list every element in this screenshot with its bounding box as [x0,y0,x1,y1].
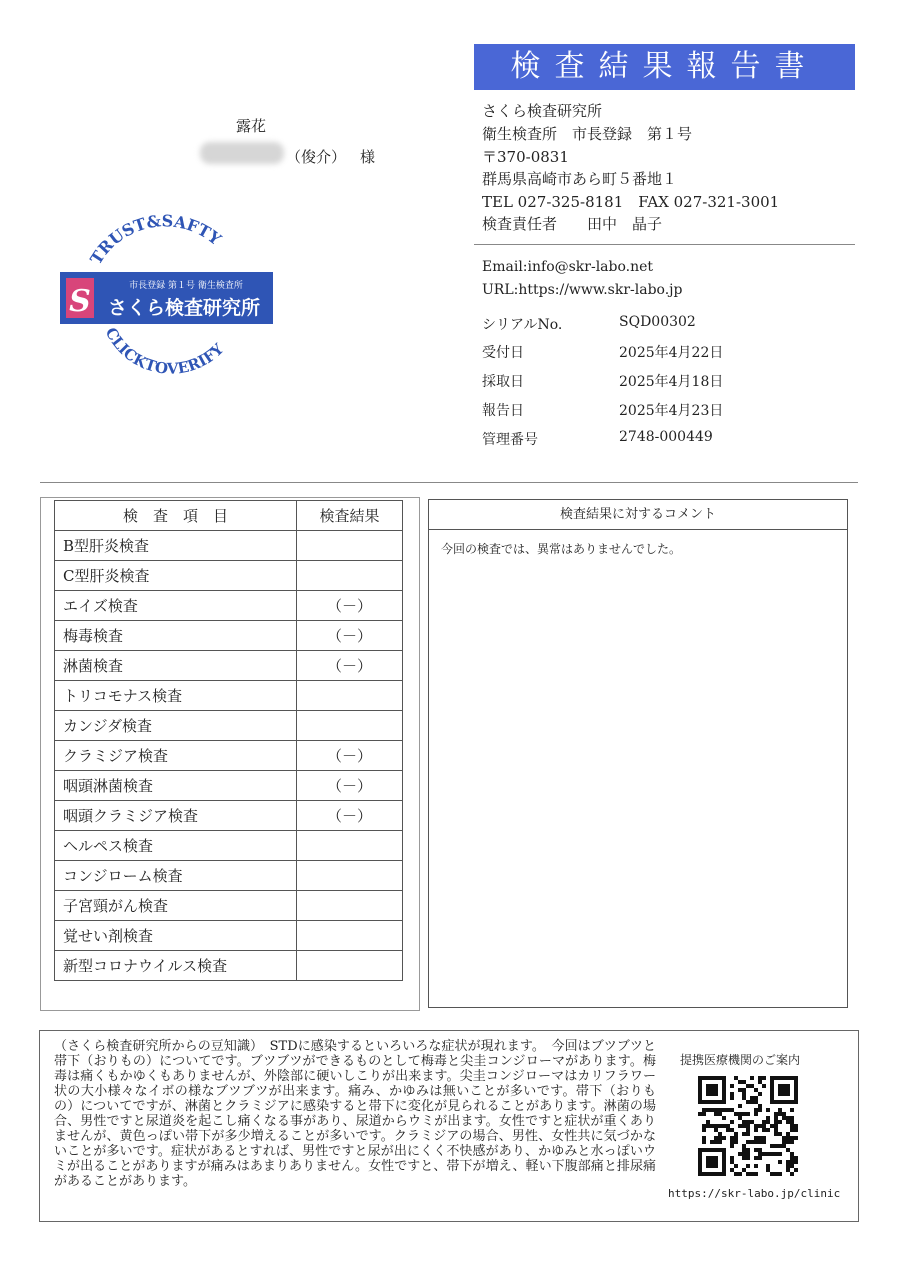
test-result [297,561,403,591]
meta-label: 採取日 [482,374,524,390]
qr-module [790,1152,794,1156]
qr-module [734,1132,738,1136]
qr-module [702,1124,706,1128]
qr-module [750,1100,754,1104]
lab-address: 群馬県高崎市あら町５番地１ [482,170,678,188]
table-row [55,711,403,741]
qr-module [758,1156,762,1160]
test-item-name: C型肝炎検査 [55,561,297,591]
table-row [55,951,403,981]
test-item-name: コンジローム検査 [55,861,297,891]
qr-module [722,1136,726,1140]
qr-module [786,1120,790,1124]
table-row [55,741,403,771]
qr-module [762,1120,766,1124]
comment-heading: 検査結果に対するコメント [429,500,847,530]
lab-name: さくら検査研究所 [482,102,603,120]
qr-module [746,1172,750,1176]
test-results-table [54,500,403,981]
qr-module [750,1120,754,1124]
qr-module [786,1160,790,1164]
lab-manager: 検査責任者 田中 晶子 [482,215,663,233]
qr-module [734,1164,738,1168]
verification-seal-logo[interactable] [56,210,276,385]
meta-value: 2748-000449 [619,429,713,445]
qr-module [786,1116,790,1120]
qr-module [790,1116,794,1120]
qr-module [718,1136,722,1140]
test-item-name: ヘルペス検査 [55,831,297,861]
meta-value: 2025年4月22日 [619,345,724,361]
recipient-paren-name: （俊介） [286,148,347,166]
qr-module [774,1144,778,1148]
qr-module [742,1124,746,1128]
test-result [297,891,403,921]
test-result: （－） [297,771,403,801]
lab-url: URL:https://www.skr-labo.jp [482,282,683,298]
qr-module [778,1132,782,1136]
qr-module [766,1116,770,1120]
qr-module [790,1108,794,1112]
qr-finder-inner [706,1084,718,1096]
qr-module [730,1156,734,1160]
qr-module [742,1152,746,1156]
lab-phone-fax: TEL 027-325-8181 FAX 027-321-3001 [482,193,780,211]
qr-module [782,1116,786,1120]
qr-module [754,1124,758,1128]
qr-module [718,1108,722,1112]
qr-module [714,1128,718,1132]
test-item-name: 覚せい剤検査 [55,921,297,951]
clinic-qr-code[interactable] [698,1076,798,1176]
table-row [55,771,403,801]
qr-module [710,1140,714,1144]
qr-module [766,1108,770,1112]
qr-module [754,1148,758,1152]
qr-module [762,1152,766,1156]
qr-module [790,1120,794,1124]
test-item-name: エイズ検査 [55,591,297,621]
qr-module [786,1168,790,1172]
clinic-guide-label: 提携医療機関のご案内 [680,1053,801,1067]
test-item-name: 咽頭クラミジア検査 [55,801,297,831]
test-item-name: 新型コロナウイルス検査 [55,951,297,981]
qr-module [706,1120,710,1124]
qr-module [714,1136,718,1140]
qr-module [730,1128,734,1132]
qr-module [794,1124,798,1128]
report-title: 検査結果報告書 [474,44,855,90]
qr-module [758,1104,762,1108]
qr-module [726,1124,730,1128]
qr-module [794,1168,798,1172]
comment-box [428,499,848,1008]
test-result: （－） [297,801,403,831]
qr-module [746,1156,750,1160]
qr-module [722,1124,726,1128]
qr-module [742,1096,746,1100]
qr-module [766,1164,770,1168]
recipient-name-redacted [200,142,284,164]
qr-module [786,1136,790,1140]
qr-module [734,1112,738,1116]
seal-logo-letter: S [69,284,91,319]
qr-module [742,1148,746,1152]
qr-module [758,1136,762,1140]
qr-module [754,1164,758,1168]
test-result: （－） [297,651,403,681]
qr-module [766,1128,770,1132]
qr-module [742,1132,746,1136]
qr-module [754,1100,758,1104]
qr-finder-inner [778,1084,790,1096]
test-result [297,921,403,951]
test-item-name: 梅毒検査 [55,621,297,651]
qr-module [770,1172,774,1176]
qr-module [714,1124,718,1128]
qr-module [730,1096,734,1100]
meta-label: 管理番号 [482,432,538,448]
meta-value: SQD00302 [619,314,696,330]
qr-module [706,1124,710,1128]
qr-module [730,1140,734,1144]
qr-module [778,1120,782,1124]
qr-module [778,1172,782,1176]
qr-module [722,1108,726,1112]
qr-module [766,1168,770,1172]
table-row [55,831,403,861]
test-item-name: トリコモナス検査 [55,681,297,711]
comment-text: 今回の検査では、異常はありませんでした。 [441,542,682,556]
qr-module [718,1140,722,1144]
column-header-result: 検査結果 [297,501,403,531]
test-item-name: 子宮頸がん検査 [55,891,297,921]
test-result: （－） [297,621,403,651]
qr-module [746,1164,750,1168]
qr-module [770,1124,774,1128]
qr-module [738,1088,742,1092]
qr-module [738,1172,742,1176]
qr-module [758,1080,762,1084]
table-row [55,891,403,921]
qr-module [718,1132,722,1136]
qr-module [702,1136,706,1140]
qr-module [746,1120,750,1124]
qr-module [778,1112,782,1116]
qr-module [762,1124,766,1128]
qr-module [730,1108,734,1112]
qr-module [782,1136,786,1140]
qr-module [762,1136,766,1140]
qr-module [746,1128,750,1132]
qr-module [786,1164,790,1168]
qr-module [702,1128,706,1132]
qr-module [758,1148,762,1152]
lab-registration: 衛生検査所 市長登録 第１号 [482,125,693,143]
qr-module [742,1080,746,1084]
table-row [55,561,403,591]
qr-module [730,1136,734,1140]
qr-module [742,1168,746,1172]
qr-module [702,1140,706,1144]
qr-module [778,1108,782,1112]
seal-lab-name: さくら検査研究所 [107,297,261,319]
lab-email: Email:info@skr-labo.net [482,259,654,275]
test-result: （－） [297,591,403,621]
test-result [297,681,403,711]
qr-module [794,1136,798,1140]
qr-module [734,1140,738,1144]
qr-module [726,1128,730,1132]
qr-module [746,1084,750,1088]
trivia-text: （さくら検査研究所からの豆知識） STDに感染するといろいろな症状が現れます。 今回はブツブツと帯下（おりもの）についてです。ブツブツができるものとして梅毒と尖圭コンジローマがあります。梅毒は痛くもかゆくもありませんが、外陰部に硬いしこりが出来ます。尖圭コンジローマはカリフラワー状の大小様々なイボの様なブツブツが出来ます。痛み、かゆみは無いことが多いです。帯下（おりもの）についてですが、淋菌とクラミジアに感染すると帯下に変化が見られることがあります。淋菌の場合、男性ですと尿道炎を起こし痛くなる事があり、尿道からウミが出ます。女性ですと症状が重くありませんが、黄色っぽい帯下が多少増えることが多いです。クラミジアの場合、男性、女性共に気づかないことが多いです。症状があるとすれば、男性ですと尿が出にくく不快感があり、かゆみと水っぽいウミが出ることがありますが痛みはあまりありません。女性ですと、帯下が増え、軽い下腹部痛と排尿痛があることがあります。 [54,1039,656,1189]
qr-module [754,1172,758,1176]
table-row [55,621,403,651]
qr-module [734,1172,738,1176]
qr-module [790,1164,794,1168]
qr-module [762,1076,766,1080]
test-result [297,951,403,981]
qr-module [718,1124,722,1128]
qr-module [758,1076,762,1080]
qr-module [702,1112,706,1116]
qr-module [762,1140,766,1144]
qr-module [790,1124,794,1128]
qr-module [742,1112,746,1116]
test-item-name: 淋菌検査 [55,651,297,681]
qr-module [730,1084,734,1088]
qr-module [754,1128,758,1132]
lab-postal-code: 〒370-0831 [482,148,569,166]
qr-module [770,1152,774,1156]
qr-module [754,1140,758,1144]
qr-module [774,1124,778,1128]
qr-module [758,1152,762,1156]
qr-module [710,1124,714,1128]
qr-module [750,1096,754,1100]
table-row [55,651,403,681]
qr-module [758,1140,762,1144]
qr-module [726,1108,730,1112]
qr-module [774,1116,778,1120]
qr-module [730,1160,734,1164]
meta-value: 2025年4月23日 [619,403,724,419]
qr-module [742,1092,746,1096]
qr-module [730,1168,734,1172]
qr-module [742,1156,746,1160]
qr-module [786,1148,790,1152]
qr-module [774,1120,778,1124]
qr-module [790,1128,794,1132]
qr-module [750,1076,754,1080]
qr-module [754,1136,758,1140]
qr-module [754,1088,758,1092]
qr-module [774,1172,778,1176]
column-header-item: 検 査 項 目 [55,501,297,531]
qr-module [754,1156,758,1160]
qr-module [790,1156,794,1160]
qr-module [770,1144,774,1148]
qr-module [794,1160,798,1164]
seal-small-text: 市長登録 第１号 衛生検査所 [129,281,243,291]
qr-module [782,1112,786,1116]
qr-module [730,1092,734,1096]
qr-module [758,1092,762,1096]
qr-module [738,1080,742,1084]
table-row [55,801,403,831]
table-row [55,681,403,711]
clinic-url[interactable]: https://skr-labo.jp/clinic [668,1187,841,1200]
seal-arc-bottom-text: CLICKTOVERIFY [101,324,228,378]
qr-module [738,1152,742,1156]
test-item-name: クラミジア検査 [55,741,297,771]
qr-module [734,1136,738,1140]
qr-module [758,1108,762,1112]
test-result [297,831,403,861]
qr-module [778,1152,782,1156]
qr-module [702,1108,706,1112]
qr-module [774,1112,778,1116]
qr-module [746,1152,750,1156]
qr-module [766,1152,770,1156]
test-result [297,531,403,561]
qr-module [778,1144,782,1148]
qr-module [774,1128,778,1132]
qr-module [718,1112,722,1116]
test-item-name: 咽頭淋菌検査 [55,771,297,801]
qr-module [738,1112,742,1116]
qr-module [782,1140,786,1144]
qr-module [746,1112,750,1116]
meta-label: 報告日 [482,403,524,419]
test-result: （－） [297,741,403,771]
qr-module [762,1084,766,1088]
qr-module [762,1128,766,1132]
table-row [55,921,403,951]
test-result [297,861,403,891]
qr-module [734,1076,738,1080]
qr-module [746,1140,750,1144]
qr-module [782,1144,786,1148]
test-item-name: カンジダ検査 [55,711,297,741]
qr-module [746,1148,750,1152]
qr-module [790,1172,794,1176]
qr-module [706,1108,710,1112]
recipient-name-line [286,146,375,167]
qr-module [794,1156,798,1160]
seal-arc-top-text: TRUST&SAFTY [86,211,225,268]
qr-module [758,1124,762,1128]
qr-module [742,1120,746,1124]
qr-module [754,1096,758,1100]
qr-module [710,1108,714,1112]
qr-module [766,1120,770,1124]
recipient-given-name: 露花 [236,117,267,135]
qr-module [774,1152,778,1156]
table-row [55,591,403,621]
qr-module [730,1120,734,1124]
qr-module [746,1124,750,1128]
qr-module [750,1172,754,1176]
qr-module [722,1116,726,1120]
qr-module [750,1084,754,1088]
qr-module [754,1112,758,1116]
divider [474,244,855,245]
qr-module [790,1140,794,1144]
trivia-box [39,1030,859,1222]
qr-module [714,1112,718,1116]
qr-module [778,1160,782,1164]
qr-module [790,1160,794,1164]
table-row [55,531,403,561]
qr-module [742,1144,746,1148]
test-result [297,711,403,741]
recipient-honorific: 様 [360,148,376,166]
qr-module [794,1128,798,1132]
qr-module [730,1144,734,1148]
qr-module [698,1112,702,1116]
qr-module [746,1100,750,1104]
table-row [55,861,403,891]
meta-value: 2025年4月18日 [619,374,724,390]
qr-finder-inner [706,1156,718,1168]
meta-label: 受付日 [482,345,524,361]
qr-module [738,1124,742,1128]
qr-module [790,1136,794,1140]
qr-module [754,1108,758,1112]
qr-module [774,1132,778,1136]
qr-module [786,1140,790,1144]
section-divider [40,482,858,483]
qr-module [714,1108,718,1112]
qr-module [738,1116,742,1120]
qr-module [738,1104,742,1108]
test-item-name: B型肝炎検査 [55,531,297,561]
qr-module [750,1140,754,1144]
meta-label: シリアルNo. [482,317,563,333]
qr-module [742,1088,746,1092]
qr-module [714,1140,718,1144]
qr-module [746,1132,750,1136]
qr-module [786,1132,790,1136]
